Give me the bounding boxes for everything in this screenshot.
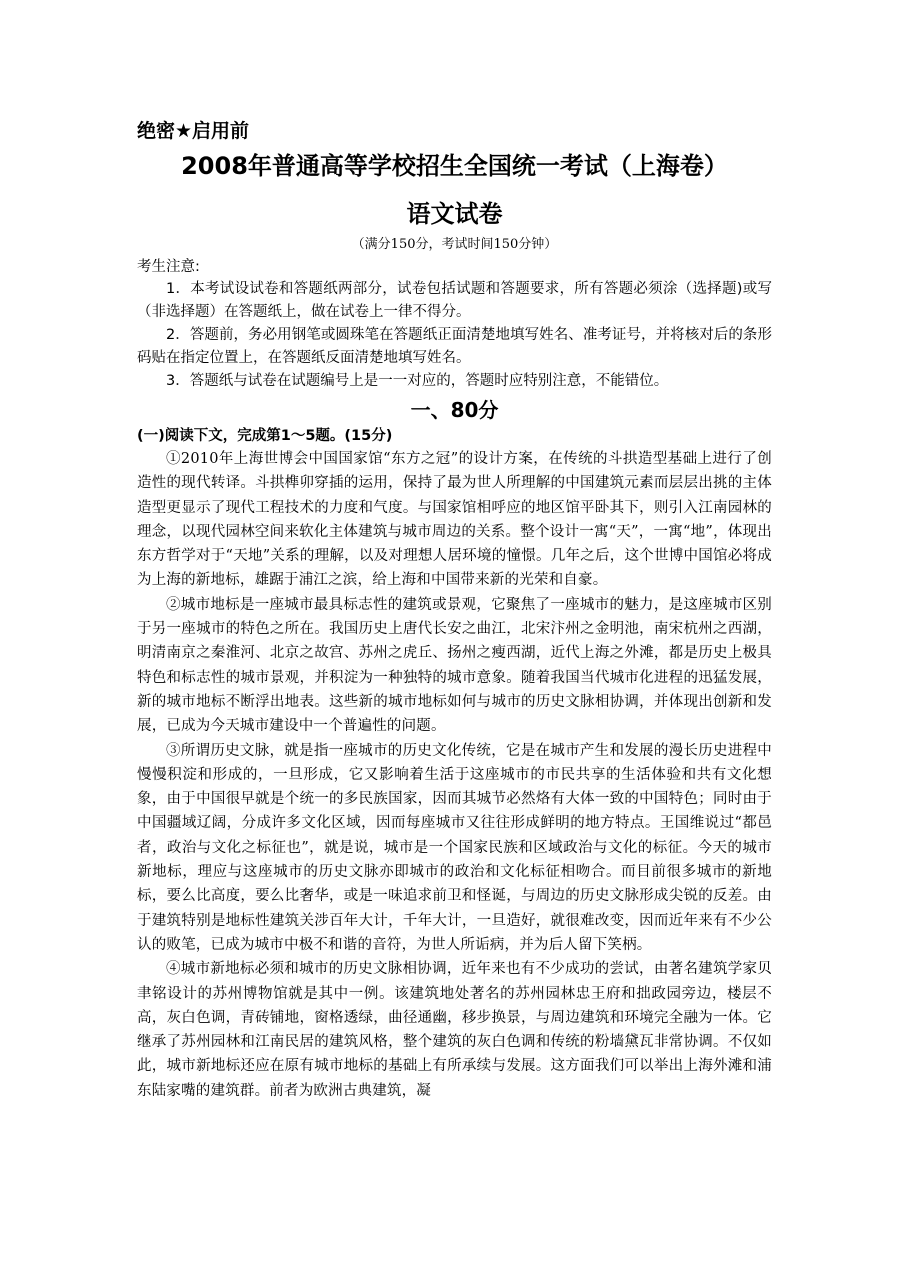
notice-heading: 考生注意: [137, 259, 200, 275]
notice-item-3: 3．答题纸与试卷在试题编号上是一一对应的，答题时应特别注意，不能错位。 [166, 373, 669, 389]
passage-paragraph-3: ③所谓历史文脉，就是指一座城市的历史文化传统，它是在城市产生和发展的漫长历史进程中慢慢积淀和形成的，一旦形成，它又影响着生活于这座城市的市民共享的生活体验和共有文化想象，由于中国很早就是个统一的多民族国家，因而其城节必然烙有大体一致的中国特色；同时由于中国疆域辽阔，分成许多文化区域，因而每座城市又往往形成鲜明的地方特点。王国维说过“都邑者，政治与文化之标征也”，就是说，城市是一个国家民族和区域政治与文化的标征。今天的城市新地标，理应与这座城市的历史文脉亦即城市的政治和文化标征相吻合。而目前很多城市的新地标，要么比高度，要么比奢华，或是一味追求前卫和怪诞，与周边的历史文脉形成尖锐的反差。由于建筑特别是地标性建筑关涉百年大计，千年大计，一旦造好，就很难改变，因而近年来有不少公认的败笔，已成为城市中极不和谐的音符，为世人所诟病，并为后人留下笑柄。 [137, 742, 772, 953]
section-title: 一、80分 [410, 398, 499, 422]
passage-paragraph-2: ②城市地标是一座城市最具标志性的建筑或景观，它聚焦了一座城市的魅力，是这座城市区别于另一座城市的特色之所在。我国历史上唐代长安之曲江，北宋汴州之金明池，南宋杭州之西湖，明清南京之秦淮河、北京之故宫、苏州之虎丘、扬州之瘦西湖，近代上海之外滩，都是历史上极具特色和标志性的城市景观，并积淀为一种独特的城市意象。随着我国当代城市化进程的迅猛发展，新的城市地标不断浮出地表。这些新的城市地标如何与城市的历史文脉相协调，并体现出创新和发展，已成为今天城市建设中一个普遍性的问题。 [137, 596, 772, 735]
secret-mark: 绝密★启用前 [137, 120, 250, 142]
passage-paragraph-1: ①2010年上海世博会中国国家馆“东方之冠”的设计方案，在传统的斗拱造型基础上进行了创造性的现代转译。斗拱榫卯穿插的运用，保持了最为世人所理解的中国建筑元素而层层出挑的主体造型更显示了现代工程技术的力度和气度。与国家馆相呼应的地区馆平卧其下，则引入江南园林的理念，以现代园林空间来软化主体建筑与城市周边的关系。整个设计一寓“天”，一寓“地”，体现出东方哲学对于“天地”关系的理解，以及对理想人居环境的憧憬。几年之后，这个世博中国馆必将成为上海的新地标，雄踞于浦江之滨，给上海和中国带来新的光荣和自豪。 [137, 451, 772, 589]
notice-item-1: 1．本考试设试卷和答题纸两部分，试卷包括试题和答题要求，所有答题必须涂（选择题)或写（非选择题）在答题纸上，做在试卷上一律不得分。 [137, 281, 772, 320]
notice-item-2: 2．答题前，务必用钢笔或圆珠笔在答题纸正面清楚地填写姓名、准考证号，并将核对后的条形码贴在指定位置上，在答题纸反面清楚地填写姓名。 [137, 327, 772, 366]
score-note: （满分150分，考试时间150分钟） [351, 237, 558, 252]
exam-title: 2008年普通高等学校招生全国统一考试（上海卷） [181, 152, 728, 180]
question-heading: (一)阅读下文，完成第1～5题。(15分) [137, 428, 393, 444]
exam-page [137, 118, 772, 1103]
subject-title: 语文试卷 [406, 200, 503, 228]
passage-paragraph-4: ④城市新地标必须和城市的历史文脉相协调，近年来也有不少成功的尝试，由著名建筑学家贝聿铭设计的苏州博物馆就是其中一例。该建筑地处著名的苏州园林忠王府和拙政园旁边，楼层不高，灰白色调，青砖铺地，窗格透绿，曲径通幽，移步换景，与周边建筑和环境完全融为一体。它继承了苏州园林和江南民居的建筑风格，整个建筑的灰白色调和传统的粉墙黛瓦非常协调。不仅如此，城市新地标还应在原有城市地标的基础上有所承续与发展。这方面我们可以举出上海外滩和浦东陆家嘴的建筑群。前者为欧洲古典建筑，凝 [137, 961, 772, 1099]
